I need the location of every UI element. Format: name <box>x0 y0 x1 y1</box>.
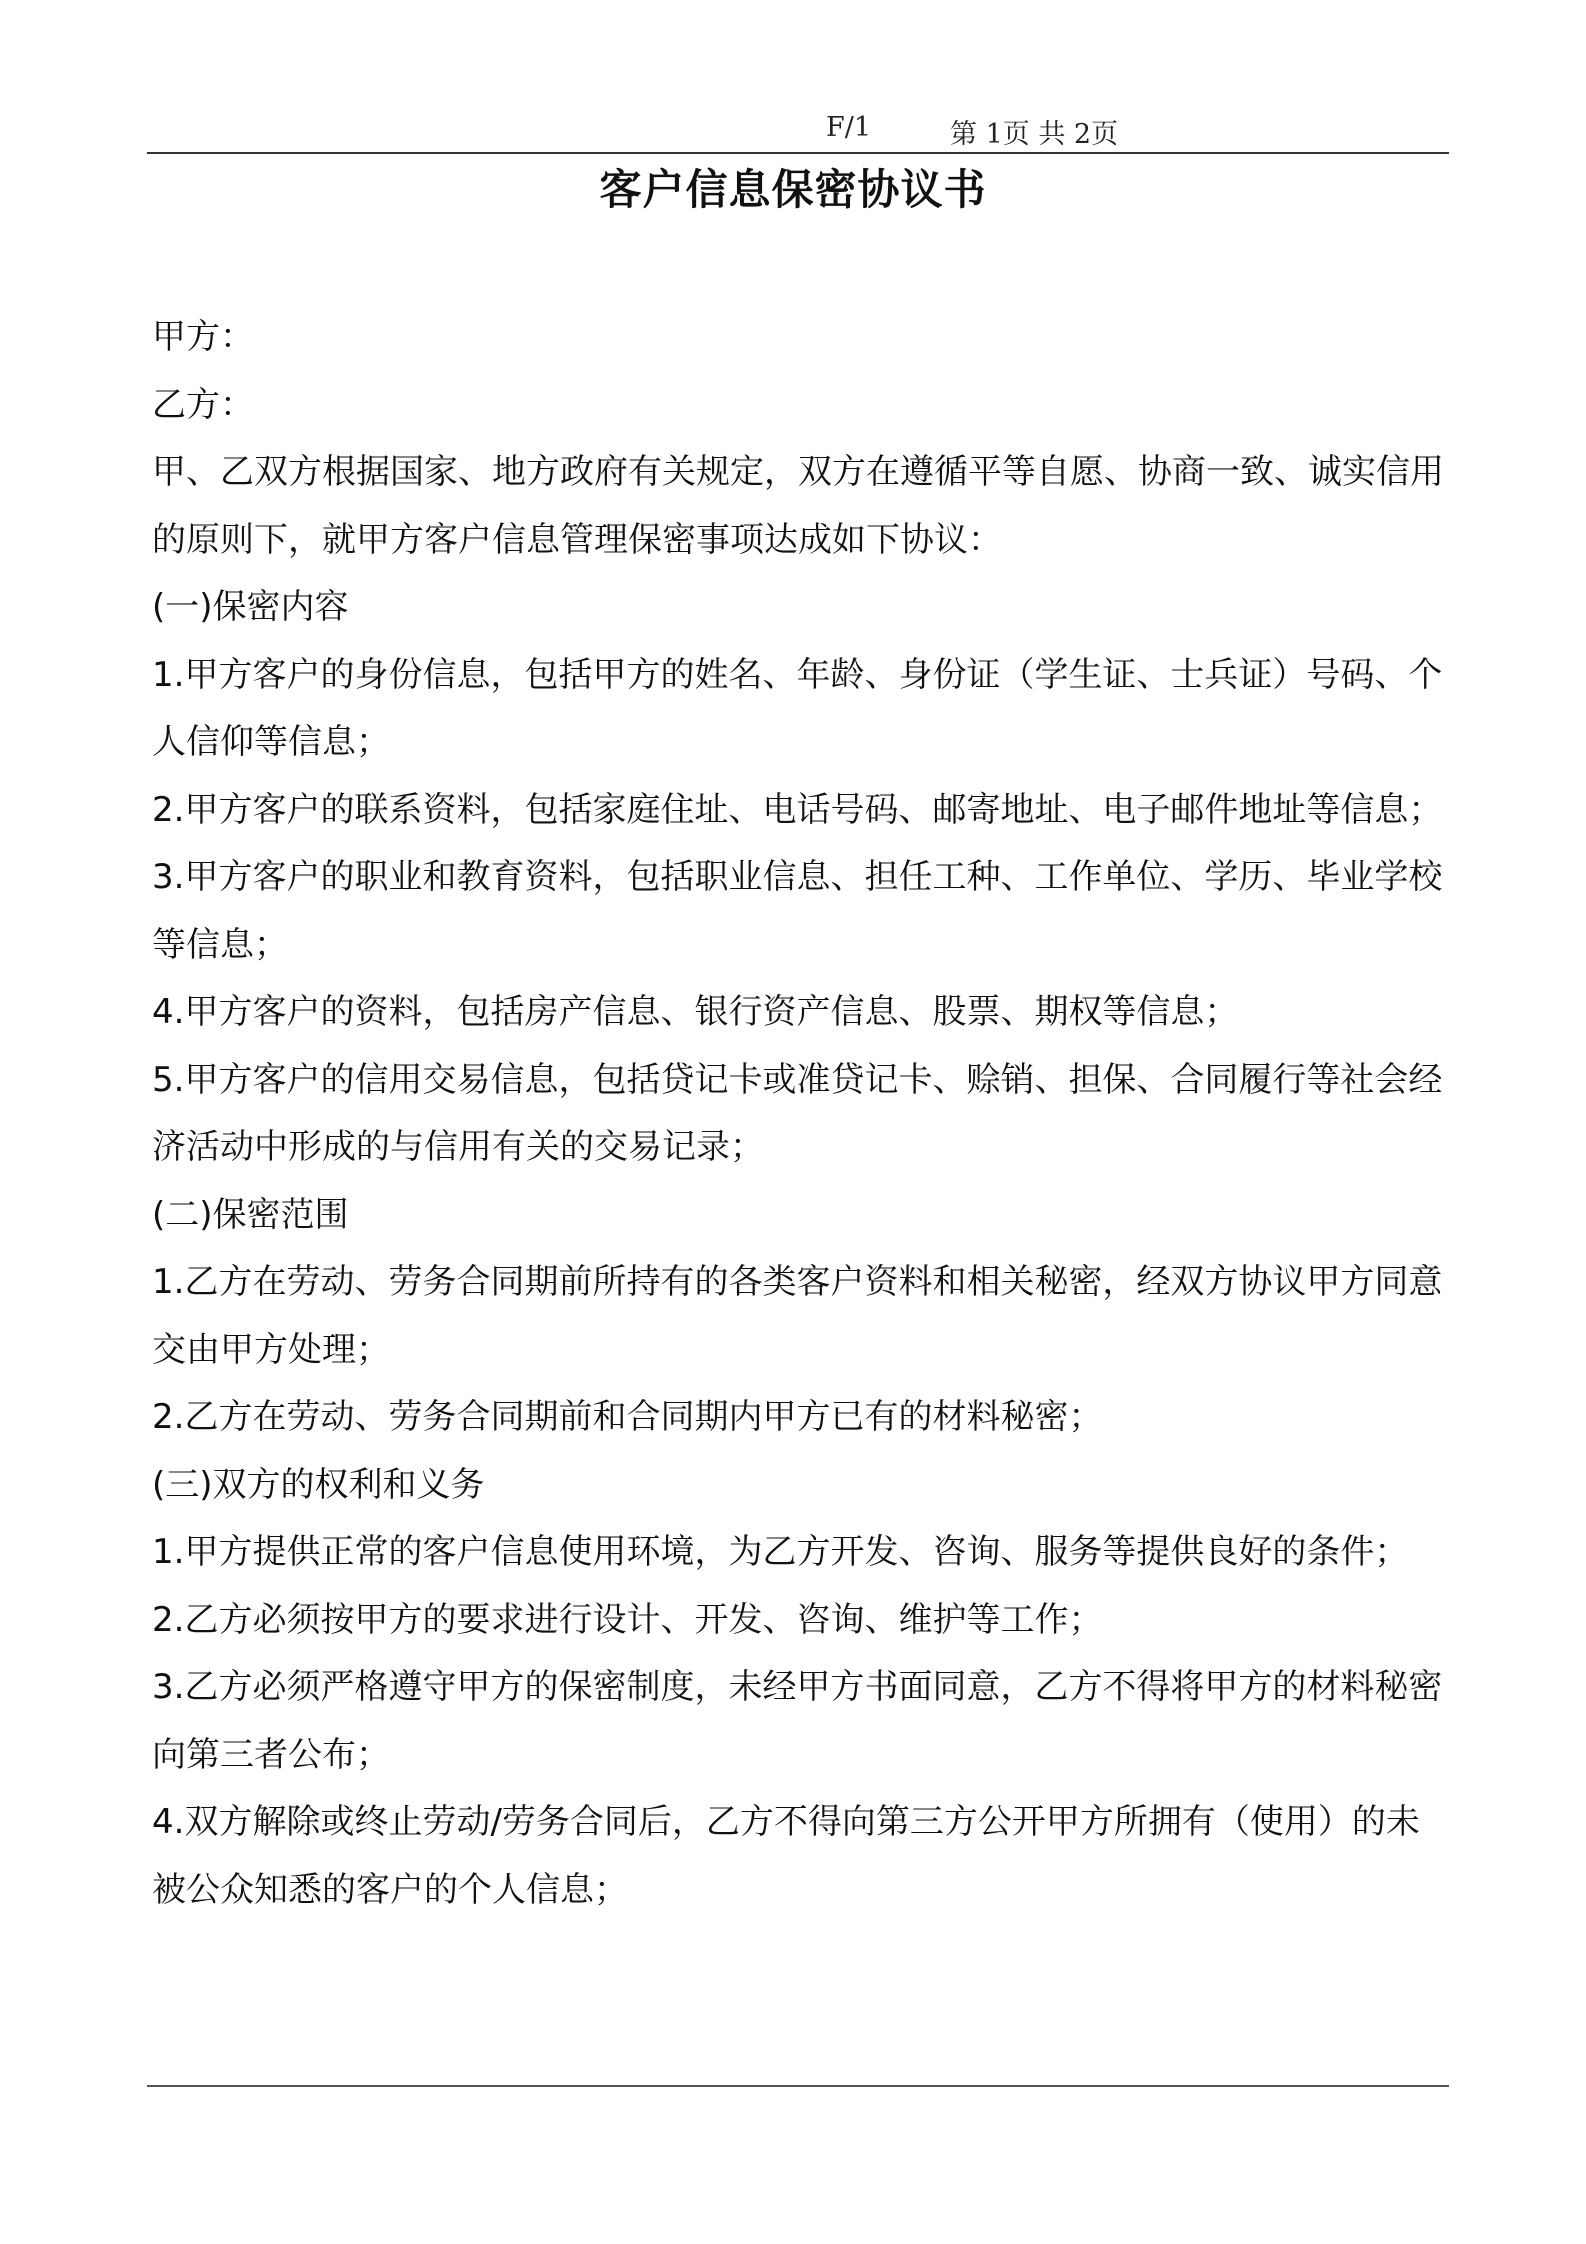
clause-paragraph: 4.甲方客户的资料，包括房产信息、银行资产信息、股票、期权等信息； <box>152 992 1239 1032</box>
document-body <box>152 304 1452 1924</box>
clause-paragraph: 3.甲方客户的职业和教育资料，包括职业信息、担任工种、工作单位、学历、毕业学校等信息； <box>152 857 1443 965</box>
clause-paragraph: 1.甲方客户的身份信息，包括甲方的姓名、年龄、身份证（学生证、士兵证）号码、个人信仰等信息； <box>152 654 1443 762</box>
clause-paragraph: 2.乙方必须按甲方的要求进行设计、开发、咨询、维护等工作； <box>152 1599 1103 1640</box>
party-b-line: 乙方： <box>152 384 254 425</box>
section-heading-confidential-scope: (二)保密范围 <box>152 1194 349 1235</box>
preamble-paragraph: 甲、乙双方根据国家、地方政府有关规定，双方在遵循平等自愿、协商一致、诚实信用的原则下，就甲方客户信息管理保密事项达成如下协议： <box>152 452 1444 560</box>
clause-paragraph: 1.乙方在劳动、劳务合同期前所持有的各类客户资料和相关秘密，经双方协议甲方同意交由甲方处理； <box>152 1262 1443 1370</box>
form-number: F/1 <box>826 112 872 143</box>
page-header <box>0 112 1586 152</box>
section-heading-rights-obligations: (三)双方的权利和义务 <box>152 1464 485 1505</box>
header-divider <box>147 152 1449 154</box>
clause-paragraph: 5.甲方客户的信用交易信息，包括贷记卡或准贷记卡、赊销、担保、合同履行等社会经济活动中形成的与信用有关的交易记录； <box>152 1059 1443 1167</box>
clause-paragraph: 1.甲方提供正常的客户信息使用环境，为乙方开发、咨询、服务等提供良好的条件； <box>152 1532 1409 1572</box>
section-heading-confidential-content: (一)保密内容 <box>152 587 349 627</box>
footer-divider <box>147 2085 1449 2087</box>
page-indicator: 第 1页 共 2页 <box>950 119 1119 150</box>
clause-paragraph: 2.甲方客户的联系资料，包括家庭住址、电话号码、邮寄地址、电子邮件地址等信息； <box>152 789 1443 830</box>
clause-paragraph: 4.双方解除或终止劳动/劳务合同后，乙方不得向第三方公开甲方所拥有（使用）的未被公众知悉的客户的个人信息； <box>152 1802 1420 1910</box>
clause-paragraph: 2.乙方在劳动、劳务合同期前和合同期内甲方已有的材料秘密； <box>152 1397 1103 1437</box>
clause-paragraph: 3.乙方必须严格遵守甲方的保密制度，未经甲方书面同意，乙方不得将甲方的材料秘密向第三者公布； <box>152 1667 1443 1775</box>
party-a-line: 甲方： <box>152 317 254 357</box>
document-title: 客户信息保密协议书 <box>599 165 987 214</box>
